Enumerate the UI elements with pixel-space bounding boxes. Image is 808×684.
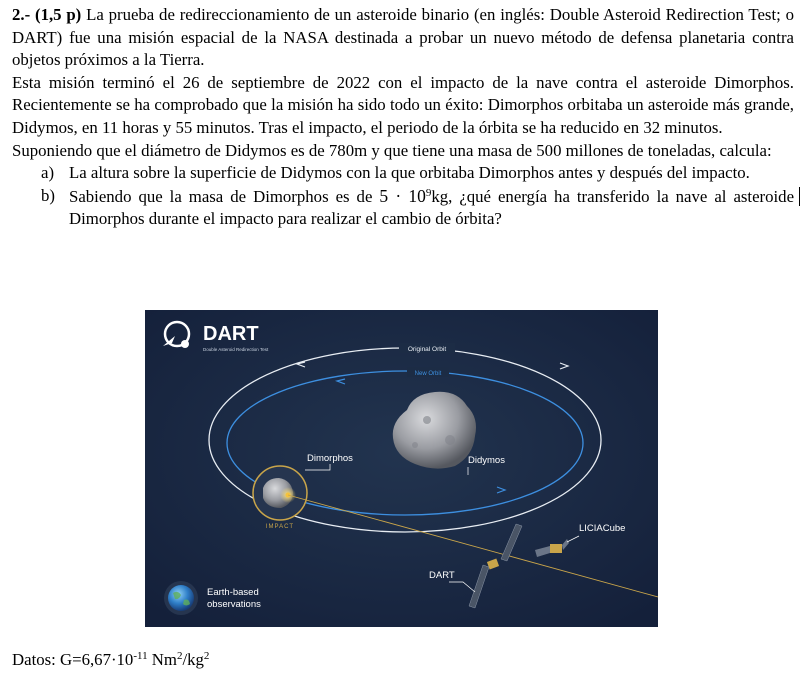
datos-unit: Nm	[147, 650, 177, 669]
dart-mission-figure	[145, 310, 658, 627]
logo-dot-icon	[181, 340, 189, 348]
earth-label-line1: Earth-based	[207, 587, 259, 598]
data-constants	[12, 650, 209, 670]
new-orbit-label: New Orbit	[414, 371, 442, 377]
datos-unit: /kg	[182, 650, 204, 669]
cubesat-body	[550, 544, 562, 553]
liciacube-label: LICIACube	[579, 523, 626, 534]
datos-exponent: 2	[176, 650, 183, 662]
logo-subtitle: Double Asteroid Redirection Test	[203, 347, 269, 352]
item-text: La altura sobre la superficie de Didymos con la que orbitaba Dimorphos antes y después del impacto.	[69, 163, 750, 183]
earth-label-line2: observations	[207, 599, 261, 610]
impact-label: IMPACT	[265, 524, 295, 530]
item-text-pre: Sabiendo que la masa de Dimorphos es de	[69, 186, 380, 206]
dart-label: DART	[429, 570, 455, 581]
earth-icon	[168, 585, 194, 611]
datos-prefix: Datos: G=6,67·10	[12, 650, 134, 669]
mass-formula	[379, 186, 431, 206]
subquestion-list	[12, 162, 794, 231]
formula-unit: kg	[431, 186, 449, 206]
text-cursor	[799, 187, 800, 206]
item-label: a)	[41, 163, 55, 183]
crater	[412, 442, 418, 448]
intro-text: La prueba de redireccionamiento de un asteroide binario (en inglés: Double Asteroid Redirection Test; o DART) fue una misión espacial de la NASA destinada a probar un nuevo método de defensa planetaria contra objetos próximos a la Tierra.	[12, 5, 794, 70]
item-label: b)	[41, 185, 55, 205]
crater	[423, 416, 431, 424]
original-orbit-label: Original Orbit	[407, 346, 447, 353]
paragraph-task: Suponiendo que el diámetro de Didymos es de 780m y que tiene una masa de 500 millones de toneladas, calcula:	[12, 140, 772, 160]
dart-diagram	[145, 310, 658, 627]
figure-background	[145, 310, 658, 627]
item-text-post: , ¿qué energía ha transferido la nave al asteroide Dimorphos durante el impacto para realizar el cambio de órbita?	[69, 186, 795, 229]
datos-exponent: -11	[133, 650, 148, 662]
crater	[445, 435, 455, 445]
list-item	[12, 185, 794, 231]
paragraph-mission: Esta misión terminó el 26 de septiembre de 2022 con el impacto de la nave contra el asteroide Dimorphos. Recientemente se ha comprobado que la misión ha sido todo un éxito: Dimorphos orbitaba un asteroide más grande, Didymos, en 11 horas y 55 minutos. Tras el impacto, el periodo de la órbita se ha reducido en 32 minutos.	[12, 72, 794, 137]
didymos-label: Didymos	[468, 455, 505, 466]
list-item	[12, 162, 794, 185]
formula-base: 5 · 10	[379, 185, 426, 206]
paragraph-intro	[12, 4, 794, 72]
logo-text: DART	[203, 323, 259, 345]
dimorphos-label: Dimorphos	[307, 453, 353, 464]
problem-text	[12, 4, 794, 231]
question-number: 2.- (1,5 p)	[12, 5, 82, 24]
formula-exponent: 9	[425, 186, 432, 199]
datos-exponent: 2	[203, 650, 210, 662]
